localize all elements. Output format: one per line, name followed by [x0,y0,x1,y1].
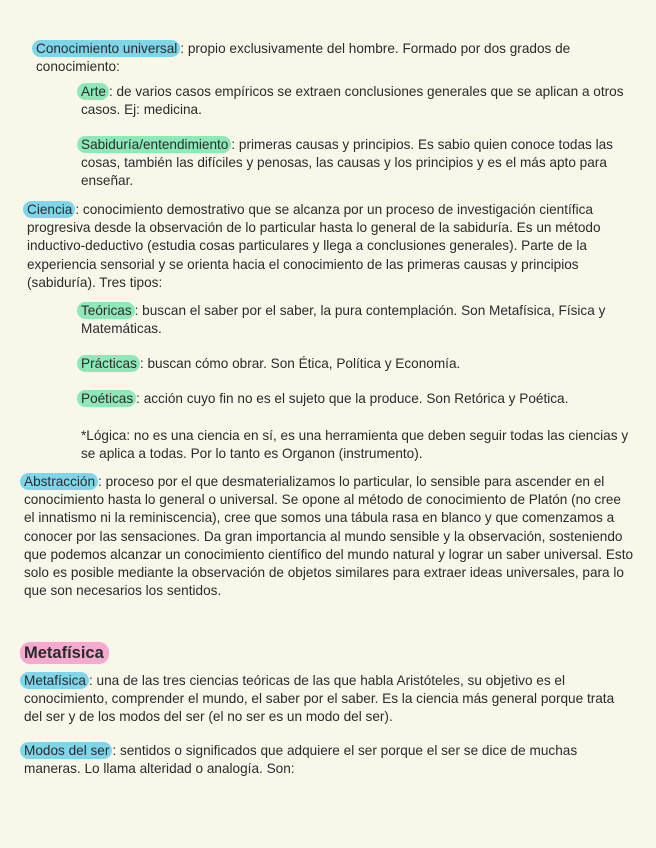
modos-del-ser-paragraph [24,742,634,778]
poeticas-paragraph [81,390,633,408]
abstraccion-term: Abstracción [20,473,98,490]
logica-text: *Lógica: no es una ciencia en sí, es una herramienta que deben seguir todas las ciencias y se aplica a todas. Por lo tanto es Organon (instrumento). [81,428,629,462]
conocimiento-universal-term: Conocimiento universal [32,40,180,57]
metafisica-heading-wrapper [24,644,109,662]
teoricas-term: Teóricas [77,302,135,319]
arte-text: : de varios casos empíricos se extraen conclusiones generales que se aplican a otros casos. Ej: medicina. [81,84,624,118]
sabiduria-paragraph [81,136,633,191]
modos-del-ser-text: : sentidos o significados que adquiere el ser porque el ser se dice de muchas maneras. Lo llama alteridad o analogía. Son: [24,743,578,777]
ciencia-paragraph [27,201,633,292]
abstraccion-text: : proceso por el que desmaterializamos lo particular, lo sensible para ascender en el conocimiento hasta lo general o universal. Se opone al método de conocimiento de Platón (no cree el innatismo ni la reminiscencia), cree que somos una tábula rasa en blanco y que comenzamos a conocer por las sensaciones. Da gran importancia al mundo sensible y la observación, sosteniendo que podemos alcanzar un conocimiento científico del mundo natural y lograr un saber universal. Esto solo es posible mediante la observación de objetos similares para extraer ideas universales, para lo que son necesarios los sentidos. [24,474,634,599]
sabiduria-term: Sabiduría/entendimiento [77,136,231,153]
ciencia-text: : conocimiento demostrativo que se alcanza por un proceso de investigación científica progresiva desde la observación de lo particular hasta lo general de la sabiduría. Es un método inductivo-deductivo (estudia cosas particulares y llega a conclusiones generales). Parte de la experiencia sensorial y se orienta hacia el conocimiento de las primeras causas y principios (sabiduría). Tres tipos: [27,202,601,290]
poeticas-term: Poéticas [77,390,136,407]
practicas-text: : buscan cómo obrar. Son Ética, Política y Economía. [139,356,461,371]
abstraccion-paragraph [24,473,634,600]
logica-note [81,427,633,463]
conocimiento-universal-paragraph [36,40,616,76]
metafisica-text: : una de las tres ciencias teóricas de las que habla Aristóteles, su objetivo es el conocimiento, comprender el mundo, el saber por el saber. Es la ciencia más general porque trata del ser y de los modos del ser (el no ser es un modo del ser). [24,673,615,725]
arte-term: Arte [77,83,109,100]
ciencia-term: Ciencia [23,201,75,218]
metafisica-term: Metafísica [20,672,89,689]
conocimiento-universal-text: : propio exclusivamente del hombre. Formado por dos grados de conocimiento: [36,41,571,75]
poeticas-text: : acción cuyo fin no es el sujeto que la produce. Son Retórica y Poética. [136,391,569,406]
teoricas-text: : buscan el saber por el saber, la pura contemplación. Son Metafísica, Física y Matemáticas. [81,303,606,337]
teoricas-paragraph [81,302,633,338]
metafisica-heading: Metafísica [20,642,109,664]
metafisica-paragraph [24,672,634,727]
practicas-paragraph [81,355,633,373]
practicas-term: Prácticas [77,355,140,372]
modos-del-ser-term: Modos del ser [20,742,112,759]
arte-paragraph [81,83,633,119]
sabiduria-text: : primeras causas y principios. Es sabio quien conoce todas las cosas, también las difíciles y penosas, las causas y los principios y es el más apto para enseñar. [81,137,613,189]
